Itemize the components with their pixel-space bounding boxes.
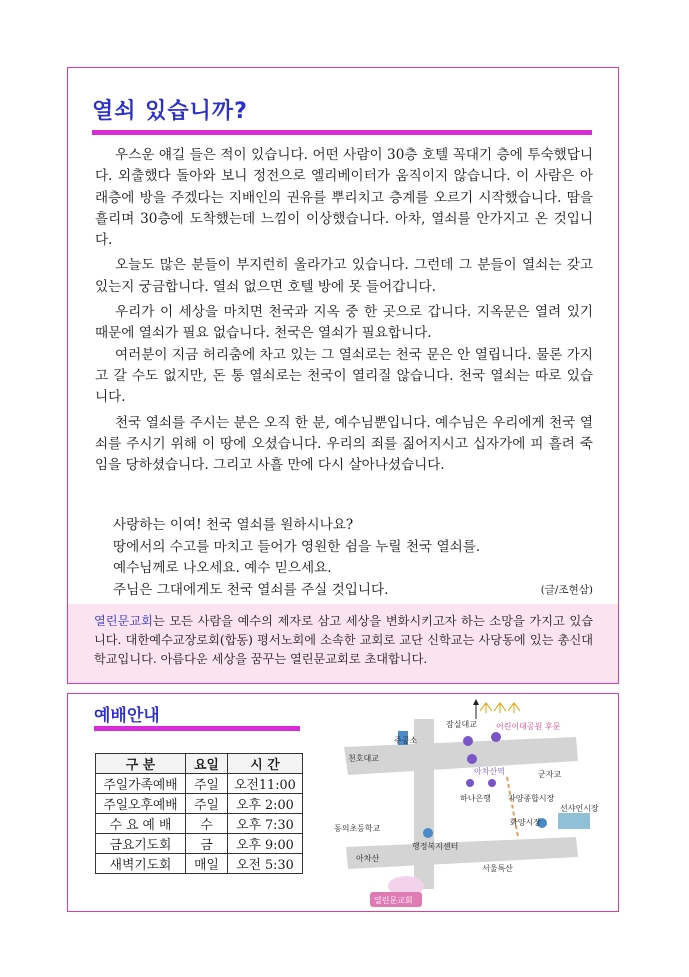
label-achasan-station: 아차산역	[474, 767, 505, 776]
label-market: 자양종합시장	[508, 794, 555, 803]
church-name: 열린문교회	[94, 614, 153, 628]
map-marker	[423, 828, 433, 838]
service-title: 예배안내	[94, 706, 160, 726]
market-building	[558, 813, 590, 829]
service-name: 금요기도회	[96, 834, 186, 854]
poem-line: 사랑하는 이여! 천국 열쇠를 원하시나요?	[113, 517, 354, 533]
table-row	[96, 814, 303, 834]
service-time: 오후 2:00	[228, 794, 303, 814]
title-underline	[92, 130, 592, 135]
label-seoul-hospital: 서울특산	[482, 864, 513, 873]
location-map	[326, 697, 614, 909]
table-row	[96, 794, 303, 814]
service-name: 수 요 예 배	[96, 814, 186, 834]
paragraph-3: 우리가 이 세상을 마치면 천국과 지옥 중 한 곳으로 갑니다. 지옥문은 열려 있기 때문에 열쇠가 필요 없습니다. 천국은 열쇠가 필요합니다.	[95, 304, 593, 342]
label-elementary: 동의초등학교	[334, 824, 381, 833]
service-day: 수	[186, 814, 228, 834]
label-achasan-road: 아차산	[356, 854, 380, 863]
table-row	[96, 854, 303, 874]
poem-line: 예수님께로 나오세요. 예수 믿으세요.	[113, 560, 332, 577]
paragraph-4: 여러분이 지금 허리춤에 차고 있는 그 열쇠로는 천국 문은 안 열립니다. 물론 가지고 갈 수도 없지만, 돈 통 열쇠로는 천국이 열리질 않습니다. 천국 열쇠는 따로 있습니다.	[95, 346, 593, 406]
byline: (글/조현삼)	[540, 584, 593, 596]
road-horizontal-bottom	[346, 837, 578, 869]
paragraph-5: 천국 열쇠를 주시는 분은 오직 한 분, 예수님뿐입니다. 예수님은 우리에게 천국 열쇠를 주시기 위해 이 땅에 오셨습니다. 우리의 죄를 짊어지시고 십자가에 피 흘려 죽임을 당하셨습니다. 그리고 사흘 만에 다시 살아나셨습니다.	[95, 414, 593, 474]
label-gunja: 군자교	[538, 770, 562, 779]
service-time: 오전 5:30	[228, 854, 303, 874]
service-title-underline	[94, 726, 300, 731]
table-row	[96, 834, 303, 854]
tree-icon	[508, 703, 520, 713]
service-time: 오후 9:00	[228, 834, 303, 854]
label-hwayang: 화양시장	[510, 818, 541, 827]
poem	[113, 515, 593, 601]
article-title: 열쇠 있습니까?	[92, 99, 248, 124]
paragraph-1: 우스운 얘길 들은 적이 있습니다. 어떤 사람이 30층 호텔 꼭대기 층에 투숙했답니다. 외출했다 돌아와 보니 정전으로 엘리베이터가 움직이지 않습니다. 이 사람은 아래층에 방을 주겠다는 지배인의 권유를 뿌리치고 층계를 오르기 시작했습니다. 땀을 흘리며 30층에 도착했는데 느낌이 이상했습니다. 아차, 열쇠를 안가지고 온 것입니다.	[95, 147, 593, 249]
label-top-building: 어린이대공원 후문	[496, 722, 561, 731]
service-name: 주일가족예배	[96, 774, 186, 794]
service-day: 주일	[186, 794, 228, 814]
service-day: 주일	[186, 774, 228, 794]
tree-icon	[494, 703, 506, 713]
service-day: 금	[186, 834, 228, 854]
tree-icon	[480, 703, 492, 713]
map-marker	[466, 779, 474, 787]
north-arrow-head	[473, 699, 479, 705]
label-office: 행정복지센터	[412, 842, 459, 851]
route-path	[507, 777, 518, 837]
header-category: 구 분	[96, 754, 186, 774]
service-name: 주일오후예배	[96, 794, 186, 814]
label-jamsil: 잠실대교	[446, 720, 477, 729]
service-name: 새벽기도회	[96, 854, 186, 874]
service-day: 매일	[186, 854, 228, 874]
label-church: 열린문교회	[374, 896, 413, 905]
notice-body: 는 모든 사람을 예수의 제자로 삼고 세상을 변화시키고자 하는 소망을 가지고 있습니다. 대한예수교장로회(합동) 평서노회에 소속한 교회로 교단 신학교는 사당동에 있는 총신대학교입니다. 아름다운 세상을 꿈꾸는 열린문교회로 초대합니다.	[94, 614, 593, 667]
notice-text	[94, 612, 593, 670]
header-time: 시 간	[228, 754, 303, 774]
label-cheonho: 천호대교	[348, 754, 379, 763]
map-marker	[463, 736, 473, 746]
service-time: 오전11:00	[228, 774, 303, 794]
label-jugong: 주공소	[394, 736, 418, 745]
map-marker	[488, 779, 496, 787]
table-row	[96, 774, 303, 794]
label-sunshine: 선샤인시장	[560, 804, 599, 813]
map-marker	[467, 754, 477, 764]
paragraph-2: 오늘도 많은 분들이 부지런히 올라가고 있습니다. 그런데 그 분들이 열쇠는 갖고 있는지 궁금합니다. 열쇠 없으면 호텔 방에 못 들어갑니다.	[95, 257, 593, 295]
label-bank: 하나은행	[460, 794, 491, 803]
article-body	[95, 145, 593, 480]
poem-line: 땅에서의 수고를 마치고 들어가 영원한 쉼을 누릴 천국 열쇠를.	[113, 538, 481, 555]
poem-line: 주님은 그대에게도 천국 열쇠를 주실 것입니다.	[113, 581, 389, 598]
header-day: 요일	[186, 754, 228, 774]
service-table	[95, 753, 303, 874]
service-time: 오후 7:30	[228, 814, 303, 834]
table-header-row	[96, 754, 303, 774]
map-marker	[491, 732, 501, 742]
